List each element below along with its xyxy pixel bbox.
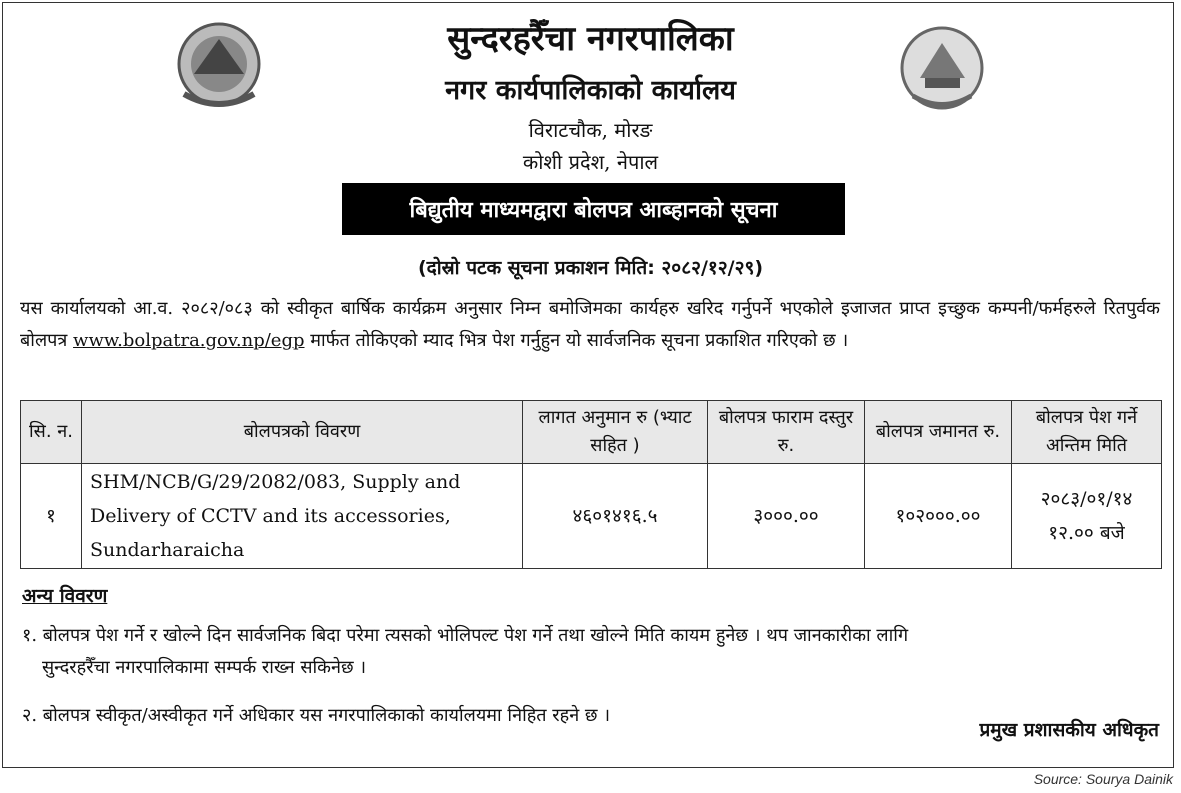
- deadline-date: २०८३/०१/१४: [1040, 488, 1133, 510]
- signatory-title: प्रमुख प्रशासकीय अधिकृत: [979, 719, 1159, 741]
- address-line-1: विराटचौक, मोरङ: [528, 118, 653, 142]
- cell-cost: ४६०१४१६.५: [523, 464, 708, 569]
- other-item-1-line-2: सुन्दरहरैँचा नगरपालिकामा सम्पर्क राख्न सकिनेछ ।: [42, 657, 367, 678]
- office-name: नगर कार्यपालिकाको कार्यालय: [445, 75, 736, 106]
- header-fee: बोलपत्र फाराम दस्तुर रु.: [708, 401, 865, 464]
- header-deadline: बोलपत्र पेश गर्ने अन्तिम मिति: [1012, 401, 1162, 464]
- address-line-2: कोशी प्रदेश, नेपाल: [522, 150, 659, 174]
- cell-fee: ३०००.००: [708, 464, 865, 569]
- table-header-row: [21, 401, 1162, 464]
- other-item-1: [22, 620, 1162, 684]
- source-credit: Source: Sourya Dainik: [1033, 771, 1173, 787]
- cell-desc: SHM/NCB/G/29/2082/083, Supply and Delivery of CCTV and its accessories, Sundarharaicha: [82, 464, 523, 569]
- header-guarantee: बोलपत्र जमानत रु.: [865, 401, 1012, 464]
- table-row: [21, 464, 1162, 569]
- other-details-heading: अन्य विवरण: [22, 585, 108, 607]
- cell-sn: १: [21, 464, 82, 569]
- header-cost: लागत अनुमान रु (भ्याट सहित ): [523, 401, 708, 464]
- other-item-2: २. बोलपत्र स्वीकृत/अस्वीकृत गर्ने अधिकार यस नगरपालिकाको कार्यालयमा निहित रहने छ ।: [22, 705, 611, 726]
- deadline-time: १२.०० बजे: [1048, 522, 1125, 544]
- header-sn: सि. न.: [21, 401, 82, 464]
- intro-text-1: यस कार्यालयको आ.व. २०८२/०८३ को स्वीकृत बार्षिक कार्यक्रम अनुसार निम्न बमोजिमका कार्यहरु खरिद गर्नुपर्ने भएकोले इजाजत प्राप्त इच्छुक कम्पनी/फर्महरुले रितपुर्वक बोलपत्र: [20, 298, 1160, 351]
- bolpatra-link[interactable]: www.bolpatra.gov.np/egp: [73, 330, 305, 351]
- intro-paragraph: [20, 293, 1160, 357]
- notice-title: बिद्युतीय माध्यमद्वारा बोलपत्र आब्हानको सूचना: [342, 183, 845, 235]
- header-desc: बोलपत्रको विवरण: [82, 401, 523, 464]
- municipality-name: सुन्दरहरैँचा नगरपालिका: [447, 19, 734, 59]
- second-publication-date: (दोस्रो पटक सूचना प्रकाशन मिति: २०८२/१२/२९): [417, 257, 764, 279]
- other-item-1-line-1: १. बोलपत्र पेश गर्ने र खोल्ने दिन सार्वजनिक बिदा परेमा त्यसको भोलिपल्ट पेश गर्ने तथा खोल्ने मिति कायम हुनेछ । थप जानकारीका लागि: [22, 625, 909, 646]
- bid-table: [20, 400, 1162, 569]
- cell-guarantee: १०२०००.००: [865, 464, 1012, 569]
- cell-deadline: [1012, 464, 1162, 569]
- intro-text-2: मार्फत तोकिएको म्याद भित्र पेश गर्नुहुन यो सार्वजनिक सूचना प्रकाशित गरिएको छ ।: [310, 330, 849, 351]
